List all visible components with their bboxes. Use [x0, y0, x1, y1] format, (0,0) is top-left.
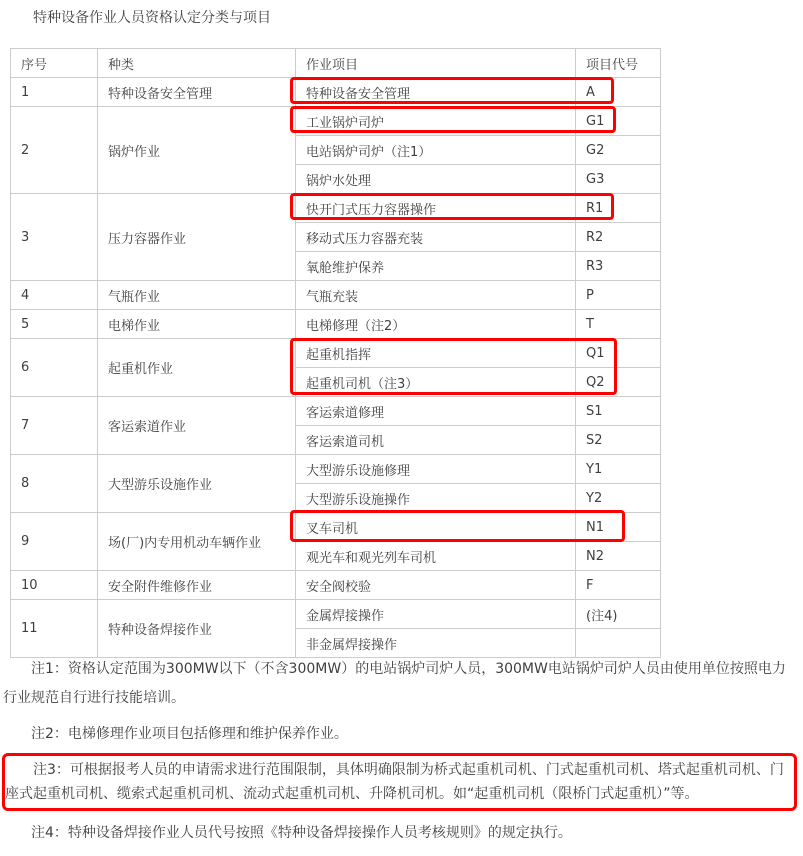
project-cell: 客运索道司机 [296, 426, 576, 455]
index-cell: 3 [11, 194, 98, 281]
code-cell: P [576, 281, 661, 310]
code-cell: Y2 [576, 484, 661, 513]
project-cell: 快开门式压力容器操作 [296, 194, 576, 223]
index-cell: 6 [11, 339, 98, 397]
table-row [11, 78, 661, 107]
classification-table [10, 48, 661, 658]
index-cell: 9 [11, 513, 98, 571]
table-row [11, 310, 661, 339]
note-3: 注3：可根据报考人员的申请需求进行范围限制，具体明确限制为桥式起重机司机、门式起重机司机、塔式起重机司机、门座式起重机司机、缆索式起重机司机、流动式起重机司机、升降机司机。如“起重机司机（限桥门式起重机）”等。 [5, 762, 784, 802]
category-cell: 场(厂)内专用机动车辆作业 [98, 513, 296, 571]
table-row [11, 339, 661, 368]
code-cell: A [576, 78, 661, 107]
page-title: 特种设备作业人员资格认定分类与项目 [33, 10, 271, 26]
code-cell: (注4) [576, 600, 661, 629]
category-cell: 客运索道作业 [98, 397, 296, 455]
code-cell: Q1 [576, 339, 661, 368]
project-cell: 锅炉水处理 [296, 165, 576, 194]
table-row [11, 600, 661, 629]
code-cell: S1 [576, 397, 661, 426]
table-row [11, 455, 661, 484]
code-cell: N2 [576, 542, 661, 571]
classification-table-wrap [10, 48, 660, 658]
project-cell: 金属焊接操作 [296, 600, 576, 629]
table-row [11, 513, 661, 542]
code-cell: Q2 [576, 368, 661, 397]
code-cell: G3 [576, 165, 661, 194]
note-1: 注1：资格认定范围为300MW以下（不含300MW）的电站锅炉司炉人员，300MW电站锅炉司炉人员由使用单位按照电力行业规范自行进行技能培训。 [3, 661, 786, 706]
note-2: 注2：电梯修理作业项目包括修理和维护保养作业。 [31, 726, 348, 742]
code-cell: Y1 [576, 455, 661, 484]
project-cell: 安全阀校验 [296, 571, 576, 600]
index-cell: 11 [11, 600, 98, 658]
project-cell: 移动式压力容器充装 [296, 223, 576, 252]
index-cell: 7 [11, 397, 98, 455]
code-cell: N1 [576, 513, 661, 542]
header-row [11, 49, 661, 78]
index-cell: 4 [11, 281, 98, 310]
code-cell: G2 [576, 136, 661, 165]
index-cell: 8 [11, 455, 98, 513]
table-row [11, 107, 661, 136]
category-cell: 气瓶作业 [98, 281, 296, 310]
project-cell: 客运索道修理 [296, 397, 576, 426]
project-cell: 起重机司机（注3） [296, 368, 576, 397]
table-row [11, 194, 661, 223]
code-cell: F [576, 571, 661, 600]
project-cell: 起重机指挥 [296, 339, 576, 368]
project-cell: 非金属焊接操作 [296, 629, 576, 658]
code-cell: R3 [576, 252, 661, 281]
header-index: 序号 [11, 49, 98, 78]
index-cell: 2 [11, 107, 98, 194]
project-cell: 工业锅炉司炉 [296, 107, 576, 136]
category-cell: 特种设备焊接作业 [98, 600, 296, 658]
project-cell: 特种设备安全管理 [296, 78, 576, 107]
project-cell: 电梯修理（注2） [296, 310, 576, 339]
note-4: 注4：特种设备焊接作业人员代号按照《特种设备焊接操作人员考核规则》的规定执行。 [31, 825, 572, 841]
table-row [11, 397, 661, 426]
project-cell: 大型游乐设施修理 [296, 455, 576, 484]
code-cell: S2 [576, 426, 661, 455]
index-cell: 1 [11, 78, 98, 107]
category-cell: 锅炉作业 [98, 107, 296, 194]
table-row [11, 281, 661, 310]
category-cell: 大型游乐设施作业 [98, 455, 296, 513]
category-cell: 特种设备安全管理 [98, 78, 296, 107]
header-project: 作业项目 [296, 49, 576, 78]
category-cell: 压力容器作业 [98, 194, 296, 281]
code-cell: R2 [576, 223, 661, 252]
code-cell [576, 629, 661, 658]
project-cell: 氧舱维护保养 [296, 252, 576, 281]
project-cell: 气瓶充装 [296, 281, 576, 310]
project-cell: 大型游乐设施操作 [296, 484, 576, 513]
header-code: 项目代号 [576, 49, 661, 78]
project-cell: 电站锅炉司炉（注1） [296, 136, 576, 165]
code-cell: G1 [576, 107, 661, 136]
code-cell: R1 [576, 194, 661, 223]
project-cell: 叉车司机 [296, 513, 576, 542]
highlight-box-note-3 [2, 753, 797, 811]
category-cell: 起重机作业 [98, 339, 296, 397]
index-cell: 5 [11, 310, 98, 339]
category-cell: 电梯作业 [98, 310, 296, 339]
category-cell: 安全附件维修作业 [98, 571, 296, 600]
project-cell: 观光车和观光列车司机 [296, 542, 576, 571]
index-cell: 10 [11, 571, 98, 600]
header-category: 种类 [98, 49, 296, 78]
table-row [11, 571, 661, 600]
code-cell: T [576, 310, 661, 339]
